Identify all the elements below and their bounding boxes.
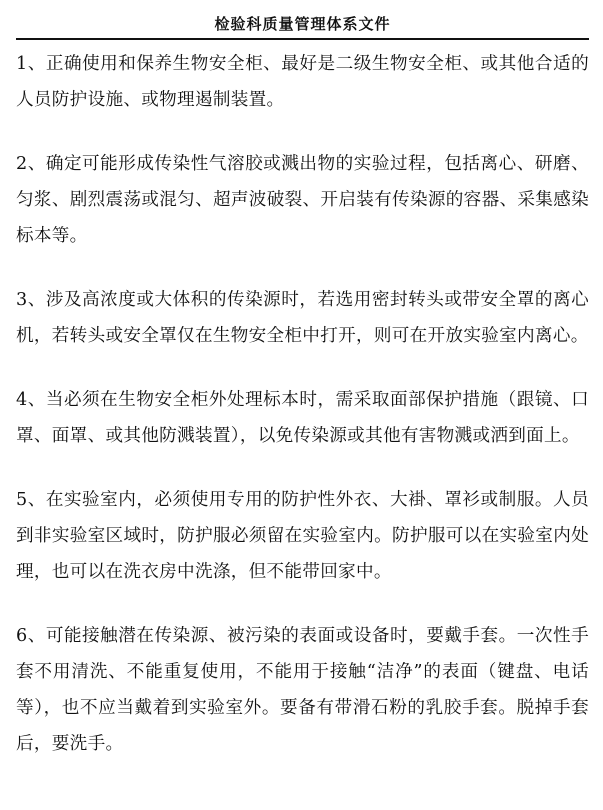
paragraph-item-6: 6、可能接触潜在传染源、被污染的表面或设备时，要戴手套。一次性手套不用清洗、不能重复使用，不能用于接触“洁净”的表面（键盘、电话等），也不应当戴着到实验室外。要备有带滑石粉的乳胶手套。脱掉手套后，要洗手。: [16, 626, 589, 754]
paragraph-item-3: 3、涉及高浓度或大体积的传染源时，若选用密封转头或带安全罩的离心机，若转头或安全罩仅在生物安全柜中打开，则可在开放实验室内离心。: [16, 290, 589, 346]
page-header: [16, 0, 589, 40]
paragraph-item-5: 5、在实验室内，必须使用专用的防护性外衣、大褂、罩衫或制服。人员到非实验室区域时，防护服必须留在实验室内。防护服可以在实验室内处理，也可以在洗衣房中洗涤，但不能带回家中。: [16, 490, 589, 582]
paragraph-item-2: 2、确定可能形成传染性气溶胶或溅出物的实验过程，包括离心、研磨、匀浆、剧烈震荡或混匀、超声波破裂、开启装有传染源的容器、采集感染标本等。: [16, 154, 589, 246]
paragraph-item-1: 1、正确使用和保养生物安全柜、最好是二级生物安全柜、或其他合适的人员防护设施、或物理遏制装置。: [16, 54, 589, 110]
paragraph-item-4: 4、当必须在生物安全柜外处理标本时，需采取面部保护措施（跟镜、口罩、面罩、或其他防溅装置），以免传染源或其他有害物溅或洒到面上。: [16, 390, 589, 446]
document-header-title: 检验科质量管理体系文件: [214, 15, 391, 33]
document-body: [16, 46, 589, 790]
